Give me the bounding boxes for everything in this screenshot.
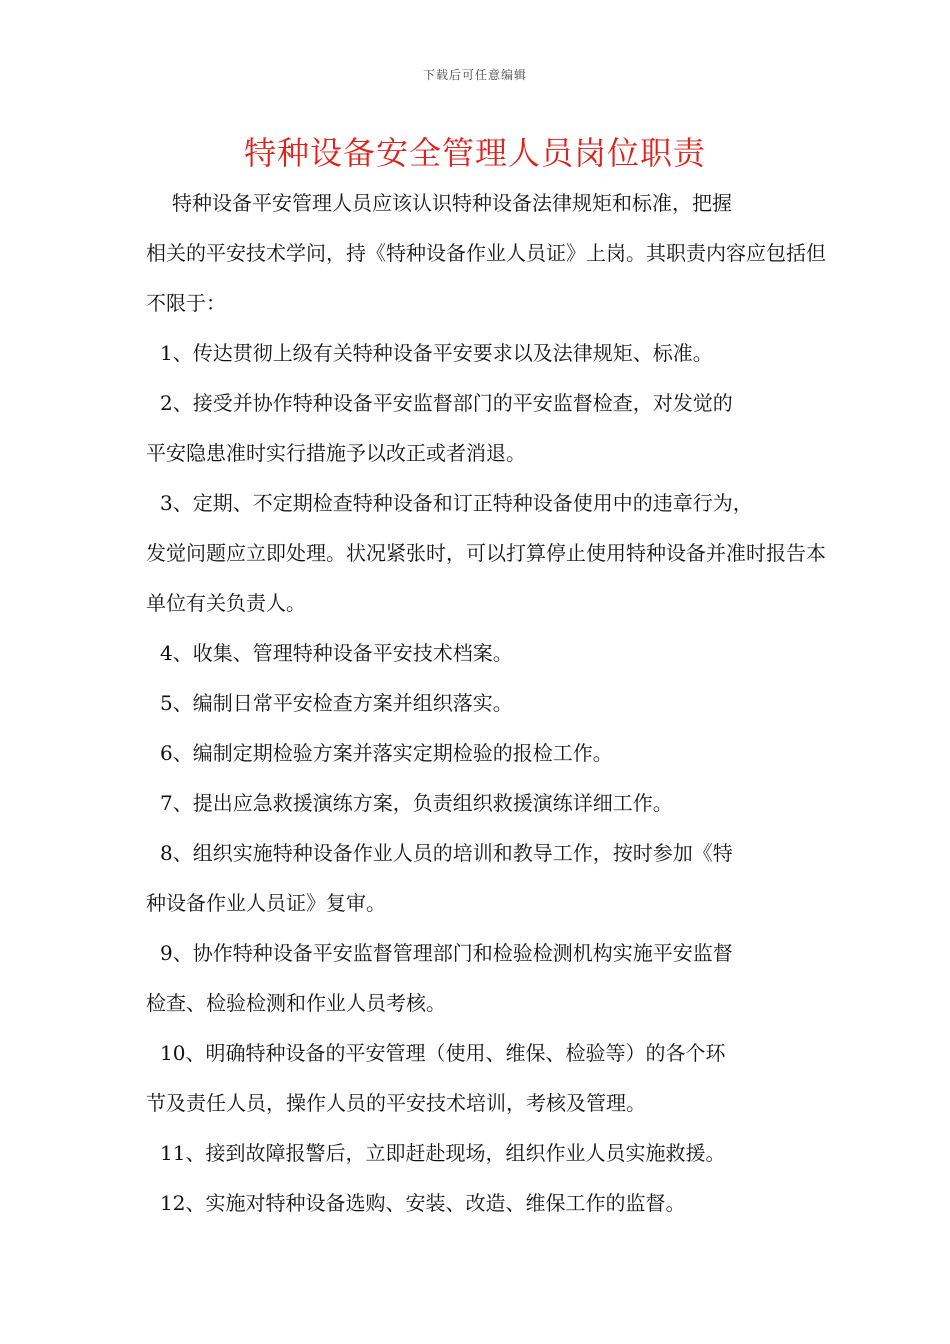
list-item-continuation: 节及责任人员，操作人员的平安技术培训，考核及管理。 [146,1091,646,1115]
header-note: 下载后可任意编辑 [422,68,527,82]
list-item-text: 10、明确特种设备的平安管理（使用、维保、检验等）的各个环 [160,1041,726,1065]
list-item-7 [146,778,826,828]
list-item-3 [146,478,826,628]
list-item-8 [146,828,826,928]
list-item-text: 1、传达贯彻上级有关特种设备平安要求以及法律规矩、标准。 [160,341,713,365]
list-item-text: 6、编制定期检验方案并落实定期检验的报检工作。 [160,741,613,765]
list-item-continuation: 检查、检验检测和作业人员考核。 [146,991,446,1015]
list-item-text: 9、协作特种设备平安监督管理部门和检验检测机构实施平安监督 [160,941,733,965]
list-item-text: 7、提出应急救援演练方案，负责组织救援演练详细工作。 [160,791,673,815]
list-item-11 [146,1128,826,1178]
list-item-text: 8、组织实施特种设备作业人员的培训和教导工作，按时参加《特 [160,841,733,865]
list-item-12 [146,1178,826,1228]
list-item-4 [146,628,826,678]
list-item-5 [146,678,826,728]
list-item-text: 12、实施对特种设备选购、安装、改造、维保工作的监督。 [160,1191,686,1215]
document-body [146,178,826,1228]
list-item-9 [146,928,826,1028]
list-item-text: 11、接到故障报警后，立即赶赴现场，组织作业人员实施救援。 [160,1141,726,1165]
intro-paragraph [146,178,826,328]
list-item-continuation: 种设备作业人员证》复审。 [146,891,386,915]
list-item-text: 5、编制日常平安检查方案并组织落实。 [160,691,513,715]
list-item-2 [146,378,826,478]
list-item-6 [146,728,826,778]
list-item-text: 2、接受并协作特种设备平安监督部门的平安监督检查，对发觉的 [160,391,733,415]
list-item-continuation: 发觉问题应立即处理。状况紧张时，可以打算停止使用特种设备并准时报告本单位有关负责人。 [146,541,826,615]
intro-first-line: 特种设备平安管理人员应该认识特种设备法律规矩和标准，把握 [172,191,732,215]
list-item-10 [146,1028,826,1128]
list-item-text: 4、收集、管理特种设备平安技术档案。 [160,641,513,665]
list-item-text: 3、定期、不定期检查特种设备和订正特种设备使用中的违章行为， [160,491,753,515]
intro-rest: 相关的平安技术学问，持《特种设备作业人员证》上岗。其职责内容应包括但不限于： [146,241,826,315]
list-item-1 [146,328,826,378]
list-item-continuation: 平安隐患准时实行措施予以改正或者消退。 [146,441,526,465]
document-title: 特种设备安全管理人员岗位职责 [243,134,706,172]
